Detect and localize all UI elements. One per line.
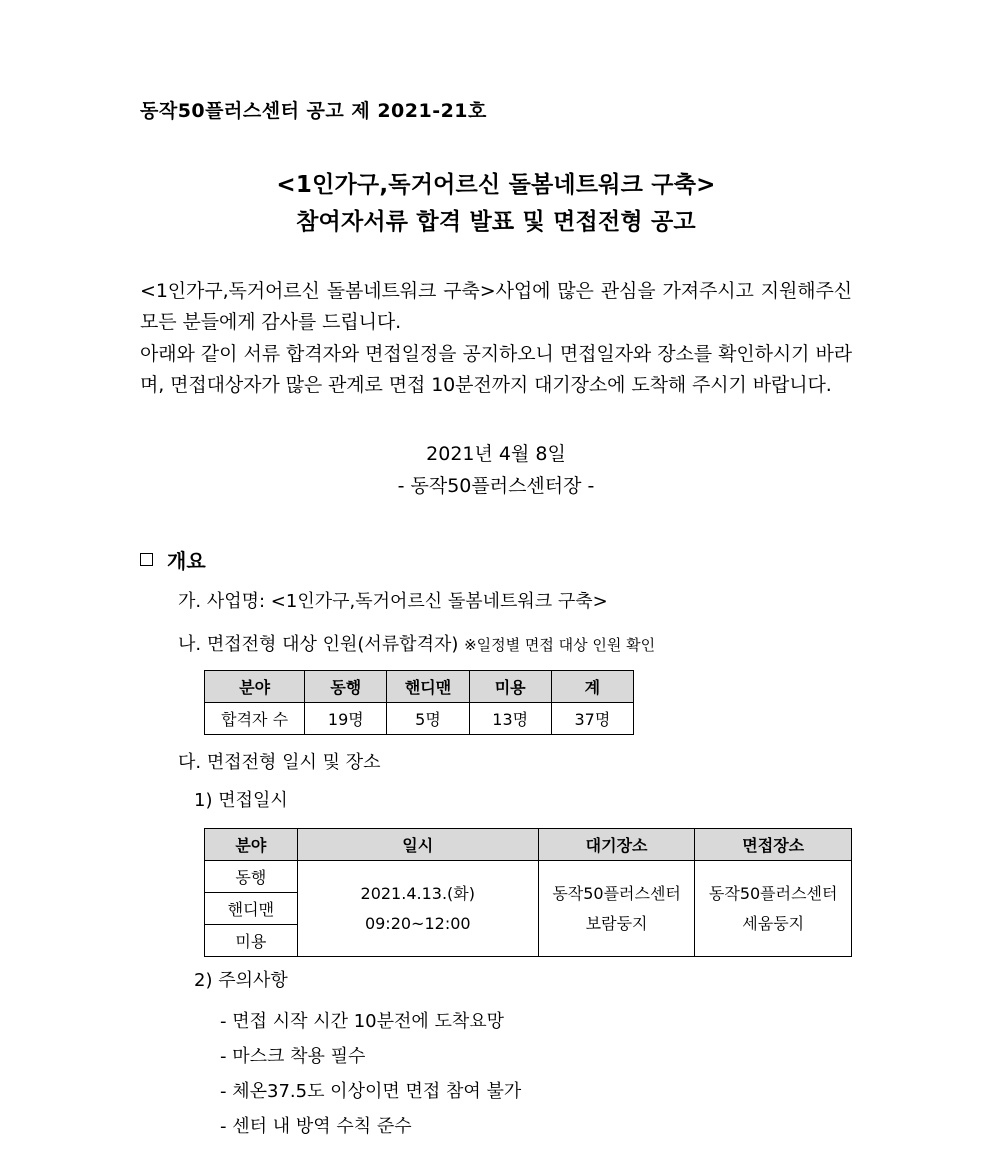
title-line-1: <1인가구,독거어르신 돌봄네트워크 구축> — [276, 172, 716, 198]
table-row — [205, 861, 852, 893]
schedule-header-2: 대기장소 — [538, 829, 695, 861]
pass-header-4: 계 — [551, 670, 633, 702]
schedule-datetime-line-2: 09:20~12:00 — [364, 913, 471, 933]
table-row — [205, 670, 634, 702]
section-heading — [140, 545, 852, 574]
pass-value-3: 37명 — [551, 702, 633, 734]
overview-section — [140, 545, 852, 1144]
caution-item-3: - 센터 내 방역 수칙 준수 — [220, 1116, 412, 1138]
schedule-header-0: 분야 — [205, 829, 298, 861]
pass-value-2: 13명 — [469, 702, 551, 734]
item-project-name: 가. 사업명: <1인가구,독거어르신 돌봄네트워크 구축> — [178, 590, 608, 612]
title-line-2: 참여자서류 합격 발표 및 면접전형 공고 — [296, 209, 696, 236]
caution-item-2: - 체온37.5도 이상이면 면접 참여 불가 — [220, 1081, 522, 1103]
intro-paragraph-1: <1인가구,독거어르신 돌봄네트워크 구축>사업에 많은 관심을 가져주시고 지원해주신 모든 분들에게 감사를 드립니다. — [140, 279, 852, 334]
notice-signature: - 동작50플러스센터장 - — [397, 475, 595, 498]
item-interview-count — [178, 631, 852, 660]
schedule-header-3: 면접장소 — [695, 829, 852, 861]
intro-paragraph-2: 아래와 같이 서류 합격자와 면접일정을 공지하오니 면접일자와 장소를 확인하시기 바라며, 면접대상자가 많은 관계로 면접 10분전까지 대기장소에 도착해 주시기 바랍니다. — [140, 342, 852, 397]
section-heading-label: 개요 — [167, 548, 206, 573]
interview-schedule-table — [204, 828, 852, 957]
schedule-field-1: 핸디맨 — [205, 893, 298, 925]
document-title — [140, 167, 852, 242]
item-interview-count-label: 나. 면접전형 대상 인원(서류합격자) — [178, 633, 459, 655]
schedule-wait-place-line-2: 보람둥지 — [585, 913, 648, 933]
schedule-field-2: 미용 — [205, 925, 298, 957]
caution-list — [220, 1004, 852, 1144]
date-signature-block — [140, 438, 852, 503]
pass-count-table — [204, 670, 634, 735]
schedule-wait-place-line-1: 동작50플러스센터 — [552, 884, 681, 904]
pass-header-1: 동행 — [305, 670, 387, 702]
subitem-cautions: 2) 주의사항 — [194, 970, 288, 992]
table-row — [205, 702, 634, 734]
pass-header-0: 분야 — [205, 670, 305, 702]
schedule-datetime-cell — [297, 861, 538, 957]
pass-value-0: 19명 — [305, 702, 387, 734]
table-row — [205, 829, 852, 861]
pass-row-label: 합격자 수 — [205, 702, 305, 734]
subitem-interview-datetime: 1) 면접일시 — [194, 790, 288, 812]
notice-date: 2021년 4월 8일 — [426, 442, 566, 465]
pass-header-3: 미용 — [469, 670, 551, 702]
schedule-field-0: 동행 — [205, 861, 298, 893]
schedule-interview-place-cell — [695, 861, 852, 957]
square-bullet-icon — [140, 553, 153, 566]
pass-value-1: 5명 — [387, 702, 469, 734]
notice-number: 동작50플러스센터 공고 제 2021-21호 — [140, 100, 487, 122]
item-interview-count-note: ※일정별 면접 대상 인원 확인 — [464, 635, 656, 654]
item-interview-datetime-place: 다. 면접전형 일시 및 장소 — [178, 751, 381, 773]
schedule-interview-place-line-2: 세움둥지 — [742, 913, 805, 933]
caution-item-0: - 면접 시작 시간 10분전에 도착요망 — [220, 1010, 505, 1032]
caution-item-1: - 마스크 착용 필수 — [220, 1046, 366, 1068]
schedule-datetime-line-1: 2021.4.13.(화) — [360, 884, 475, 904]
schedule-interview-place-line-1: 동작50플러스센터 — [708, 884, 838, 904]
schedule-header-1: 일시 — [297, 829, 538, 861]
schedule-wait-place-cell — [538, 861, 695, 957]
pass-header-2: 핸디맨 — [387, 670, 469, 702]
